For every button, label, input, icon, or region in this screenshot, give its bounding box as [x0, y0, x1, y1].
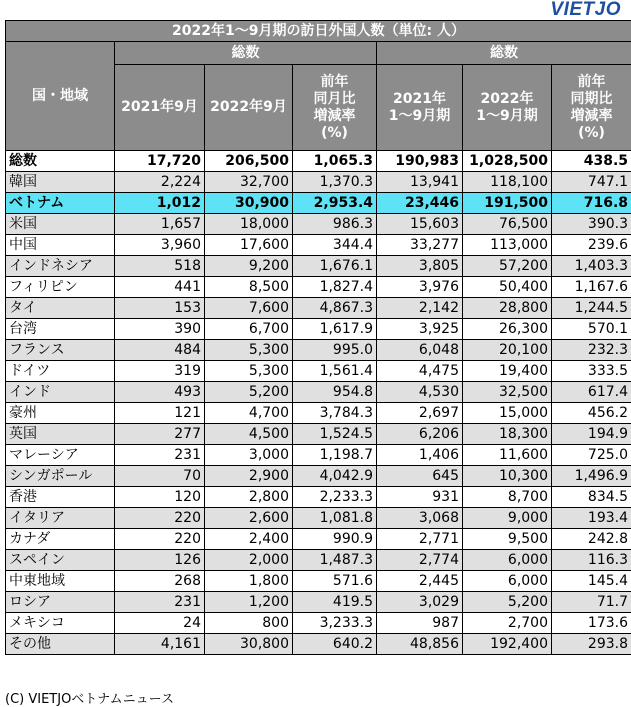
value-cell: 3,068: [377, 508, 463, 529]
value-cell: 419.5: [293, 592, 377, 613]
value-cell: 24: [115, 613, 205, 634]
value-cell: 2,000: [205, 550, 293, 571]
value-cell: 2,953.4: [293, 193, 377, 214]
value-cell: 4,867.3: [293, 298, 377, 319]
value-cell: 2,771: [377, 529, 463, 550]
value-cell: 1,244.5: [552, 298, 631, 319]
region-name: フィリピン: [6, 277, 115, 298]
value-cell: 18,300: [463, 424, 552, 445]
value-cell: 3,233.3: [293, 613, 377, 634]
value-cell: 1,167.6: [552, 277, 631, 298]
region-name: マレーシア: [6, 445, 115, 466]
value-cell: 23,446: [377, 193, 463, 214]
region-name: カナダ: [6, 529, 115, 550]
value-cell: 1,487.3: [293, 550, 377, 571]
value-cell: 9,200: [205, 256, 293, 277]
region-name: 米国: [6, 214, 115, 235]
value-cell: 33,277: [377, 235, 463, 256]
region-name: メキシコ: [6, 613, 115, 634]
value-cell: 2,142: [377, 298, 463, 319]
value-cell: 6,048: [377, 340, 463, 361]
value-cell: 1,028,500: [463, 151, 552, 172]
region-name: 豪州: [6, 403, 115, 424]
value-cell: 192,400: [463, 634, 552, 655]
visitor-table: [5, 20, 631, 655]
value-cell: 1,561.4: [293, 361, 377, 382]
value-cell: 1,800: [205, 571, 293, 592]
table-row: [6, 319, 631, 340]
sep-2021-header: 2021年9月: [115, 65, 205, 151]
value-cell: 2,233.3: [293, 487, 377, 508]
period-2022-header: 2022年 1～9月期: [463, 65, 552, 151]
value-cell: 518: [115, 256, 205, 277]
value-cell: 456.2: [552, 403, 631, 424]
value-cell: 3,029: [377, 592, 463, 613]
value-cell: 145.4: [552, 571, 631, 592]
value-cell: 11,600: [463, 445, 552, 466]
table-row: [6, 277, 631, 298]
value-cell: 4,500: [205, 424, 293, 445]
region-name: タイ: [6, 298, 115, 319]
region-name: フランス: [6, 340, 115, 361]
value-cell: 191,500: [463, 193, 552, 214]
value-cell: 6,000: [463, 571, 552, 592]
region-name: 香港: [6, 487, 115, 508]
value-cell: 2,774: [377, 550, 463, 571]
value-cell: 242.8: [552, 529, 631, 550]
table-row: [6, 214, 631, 235]
value-cell: 1,198.7: [293, 445, 377, 466]
value-cell: 1,657: [115, 214, 205, 235]
value-cell: 571.6: [293, 571, 377, 592]
monthly-group-header: 総数: [115, 42, 377, 65]
sep-2022-header: 2022年9月: [205, 65, 293, 151]
table-row: [6, 235, 631, 256]
value-cell: 15,603: [377, 214, 463, 235]
value-cell: 71.7: [552, 592, 631, 613]
value-cell: 1,496.9: [552, 466, 631, 487]
value-cell: 120: [115, 487, 205, 508]
table-row: [6, 487, 631, 508]
value-cell: 4,042.9: [293, 466, 377, 487]
region-name: ベトナム: [6, 193, 115, 214]
value-cell: 800: [205, 613, 293, 634]
region-name: インドネシア: [6, 256, 115, 277]
copyright-footer: (C) VIETJOベトナムニュース: [5, 688, 174, 707]
value-cell: 9,500: [463, 529, 552, 550]
value-cell: 987: [377, 613, 463, 634]
value-cell: 1,403.3: [552, 256, 631, 277]
monthly-change-header: 前年 同月比 増減率 (%): [293, 65, 377, 151]
value-cell: 333.5: [552, 361, 631, 382]
table-row: [6, 382, 631, 403]
value-cell: 5,200: [205, 382, 293, 403]
region-name: イタリア: [6, 508, 115, 529]
value-cell: 1,827.4: [293, 277, 377, 298]
value-cell: 4,161: [115, 634, 205, 655]
region-name: 台湾: [6, 319, 115, 340]
table-row: [6, 403, 631, 424]
value-cell: 7,600: [205, 298, 293, 319]
value-cell: 76,500: [463, 214, 552, 235]
value-cell: 194.9: [552, 424, 631, 445]
value-cell: 3,805: [377, 256, 463, 277]
table-row: [6, 340, 631, 361]
value-cell: 48,856: [377, 634, 463, 655]
value-cell: 239.6: [552, 235, 631, 256]
value-cell: 4,700: [205, 403, 293, 424]
period-2021-header: 2021年 1～9月期: [377, 65, 463, 151]
value-cell: 617.4: [552, 382, 631, 403]
value-cell: 116.3: [552, 550, 631, 571]
value-cell: 747.1: [552, 172, 631, 193]
value-cell: 1,012: [115, 193, 205, 214]
value-cell: 1,065.3: [293, 151, 377, 172]
value-cell: 220: [115, 529, 205, 550]
value-cell: 20,100: [463, 340, 552, 361]
region-name: シンガポール: [6, 466, 115, 487]
value-cell: 6,206: [377, 424, 463, 445]
value-cell: 70: [115, 466, 205, 487]
value-cell: 6,000: [463, 550, 552, 571]
value-cell: 1,617.9: [293, 319, 377, 340]
value-cell: 231: [115, 445, 205, 466]
value-cell: 1,524.5: [293, 424, 377, 445]
value-cell: 30,900: [205, 193, 293, 214]
value-cell: 2,800: [205, 487, 293, 508]
value-cell: 5,300: [205, 340, 293, 361]
region-name: 中東地域: [6, 571, 115, 592]
table-row: [6, 445, 631, 466]
value-cell: 2,224: [115, 172, 205, 193]
value-cell: 5,200: [463, 592, 552, 613]
value-cell: 1,406: [377, 445, 463, 466]
value-cell: 390: [115, 319, 205, 340]
value-cell: 10,300: [463, 466, 552, 487]
table-row: [6, 508, 631, 529]
value-cell: 640.2: [293, 634, 377, 655]
value-cell: 1,676.1: [293, 256, 377, 277]
value-cell: 716.8: [552, 193, 631, 214]
value-cell: 990.9: [293, 529, 377, 550]
value-cell: 293.8: [552, 634, 631, 655]
value-cell: 5,300: [205, 361, 293, 382]
value-cell: 118,100: [463, 172, 552, 193]
value-cell: 206,500: [205, 151, 293, 172]
value-cell: 18,000: [205, 214, 293, 235]
value-cell: 3,976: [377, 277, 463, 298]
value-cell: 17,600: [205, 235, 293, 256]
value-cell: 268: [115, 571, 205, 592]
value-cell: 931: [377, 487, 463, 508]
table-row: [6, 361, 631, 382]
value-cell: 2,400: [205, 529, 293, 550]
table-row: [6, 151, 631, 172]
value-cell: 4,530: [377, 382, 463, 403]
value-cell: 32,700: [205, 172, 293, 193]
period-group-header: 総数: [377, 42, 631, 65]
value-cell: 493: [115, 382, 205, 403]
value-cell: 17,720: [115, 151, 205, 172]
value-cell: 113,000: [463, 235, 552, 256]
value-cell: 3,784.3: [293, 403, 377, 424]
value-cell: 28,800: [463, 298, 552, 319]
value-cell: 1,370.3: [293, 172, 377, 193]
table-row: [6, 466, 631, 487]
value-cell: 438.5: [552, 151, 631, 172]
period-change-header: 前年 同期比 増減率 (%): [552, 65, 631, 151]
value-cell: 834.5: [552, 487, 631, 508]
value-cell: 986.3: [293, 214, 377, 235]
value-cell: 2,900: [205, 466, 293, 487]
value-cell: 277: [115, 424, 205, 445]
value-cell: 121: [115, 403, 205, 424]
value-cell: 1,081.8: [293, 508, 377, 529]
value-cell: 220: [115, 508, 205, 529]
value-cell: 8,700: [463, 487, 552, 508]
value-cell: 153: [115, 298, 205, 319]
table-row: [6, 529, 631, 550]
region-column-header: 国・地域: [6, 42, 115, 151]
value-cell: 50,400: [463, 277, 552, 298]
table-row: [6, 256, 631, 277]
value-cell: 173.6: [552, 613, 631, 634]
region-name: ロシア: [6, 592, 115, 613]
value-cell: 2,600: [205, 508, 293, 529]
value-cell: 13,941: [377, 172, 463, 193]
region-name: 中国: [6, 235, 115, 256]
value-cell: 3,000: [205, 445, 293, 466]
value-cell: 57,200: [463, 256, 552, 277]
value-cell: 19,400: [463, 361, 552, 382]
value-cell: 2,700: [463, 613, 552, 634]
value-cell: 725.0: [552, 445, 631, 466]
value-cell: 954.8: [293, 382, 377, 403]
value-cell: 30,800: [205, 634, 293, 655]
region-name: インド: [6, 382, 115, 403]
value-cell: 390.3: [552, 214, 631, 235]
value-cell: 441: [115, 277, 205, 298]
region-name: 韓国: [6, 172, 115, 193]
value-cell: 9,000: [463, 508, 552, 529]
value-cell: 570.1: [552, 319, 631, 340]
value-cell: 190,983: [377, 151, 463, 172]
value-cell: 319: [115, 361, 205, 382]
region-name: 総数: [6, 151, 115, 172]
value-cell: 645: [377, 466, 463, 487]
vietjo-logo: VIETJO: [550, 0, 621, 20]
table-row: [6, 424, 631, 445]
table-row: [6, 193, 631, 214]
table-row: [6, 298, 631, 319]
table-title: 2022年1～9月期の訪日外国人数（単位: 人）: [6, 21, 631, 42]
value-cell: 484: [115, 340, 205, 361]
value-cell: 344.4: [293, 235, 377, 256]
value-cell: 193.4: [552, 508, 631, 529]
value-cell: 3,925: [377, 319, 463, 340]
region-name: スペイン: [6, 550, 115, 571]
value-cell: 15,000: [463, 403, 552, 424]
region-name: ドイツ: [6, 361, 115, 382]
value-cell: 232.3: [552, 340, 631, 361]
value-cell: 231: [115, 592, 205, 613]
region-name: 英国: [6, 424, 115, 445]
value-cell: 2,697: [377, 403, 463, 424]
table-row: [6, 613, 631, 634]
table-row: [6, 550, 631, 571]
value-cell: 995.0: [293, 340, 377, 361]
value-cell: 1,200: [205, 592, 293, 613]
table-row: [6, 634, 631, 655]
table-row: [6, 592, 631, 613]
value-cell: 3,960: [115, 235, 205, 256]
value-cell: 8,500: [205, 277, 293, 298]
value-cell: 32,500: [463, 382, 552, 403]
region-name: その他: [6, 634, 115, 655]
value-cell: 2,445: [377, 571, 463, 592]
value-cell: 4,475: [377, 361, 463, 382]
value-cell: 126: [115, 550, 205, 571]
table-row: [6, 571, 631, 592]
value-cell: 6,700: [205, 319, 293, 340]
table-row: [6, 172, 631, 193]
value-cell: 26,300: [463, 319, 552, 340]
